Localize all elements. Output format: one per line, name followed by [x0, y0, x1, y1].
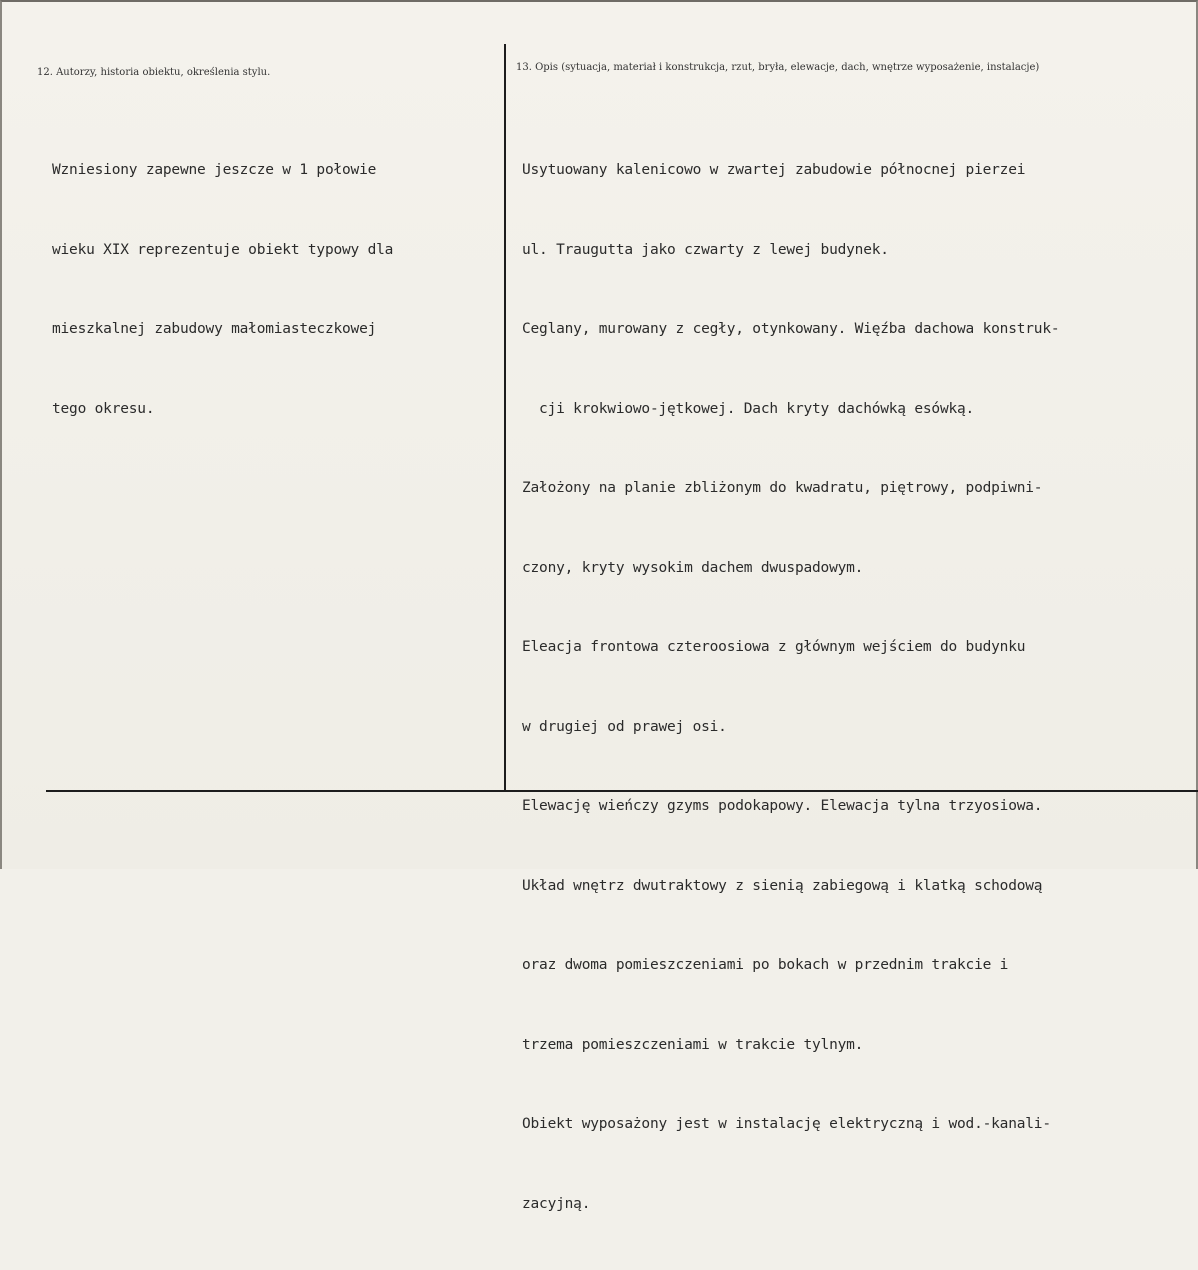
text-line: tego okresu. — [52, 400, 155, 417]
text-line: Usytuowany kalenicowo w zwartej zabudowie północnej pierzei — [522, 162, 1026, 178]
text-line: Układ wnętrz dwutraktowy z sienią zabiegową i klatką schodową — [522, 877, 1043, 894]
text-line: Ceglany, murowany z cegły, otynkowany. Więźba dachowa konstruk- — [522, 321, 1060, 337]
text-line: trzema pomieszczeniami w trakcie tylnym. — [522, 1036, 864, 1053]
section-12-header: 12. Autorzy, historia obiektu, określenia stylu. — [37, 67, 271, 78]
text-line: Eleacja frontowa czteroosiowa z głównym wejściem do budynku — [522, 639, 1026, 655]
text-line: w drugiej od prawej osi. — [522, 718, 727, 735]
text-line: ul. Traugutta jako czwarty z lewej budynek. — [522, 241, 889, 258]
section-13-header: 13. Opis (sytuacja, materiał i konstrukcja, rzut, bryła, elewacje, dach, wnętrze wyposażenie, instalacje) — [516, 62, 1040, 73]
vertical-divider — [504, 44, 506, 790]
section-13-text — [522, 104, 1059, 1270]
text-line: Obiekt wyposażony jest w instalację elektryczną i wod.-kanali- — [522, 1116, 1051, 1132]
section-12-text — [52, 104, 393, 475]
text-line: mieszkalnej zabudowy małomiasteczkowej — [52, 321, 377, 337]
text-line: cji krokwiowo-jętkowej. Dach kryty dachówką esówką. — [522, 400, 975, 417]
text-line: wieku XIX reprezentuje obiekt typowy dla — [52, 241, 394, 258]
text-line: czony, kryty wysokim dachem dwuspadowym. — [522, 559, 864, 576]
text-line: Wzniesiony zapewne jeszcze w 1 połowie — [52, 162, 377, 178]
text-line: oraz dwoma pomieszczeniami po bokach w przednim trakcie i — [522, 957, 1009, 973]
text-line: Założony na planie zbliżonym do kwadratu, piętrowy, podpiwni- — [522, 480, 1043, 496]
text-line: Elewację wieńczy gzyms podokapowy. Elewacja tylna trzyosiowa. — [522, 798, 1043, 814]
text-line: zacyjną. — [522, 1195, 591, 1212]
